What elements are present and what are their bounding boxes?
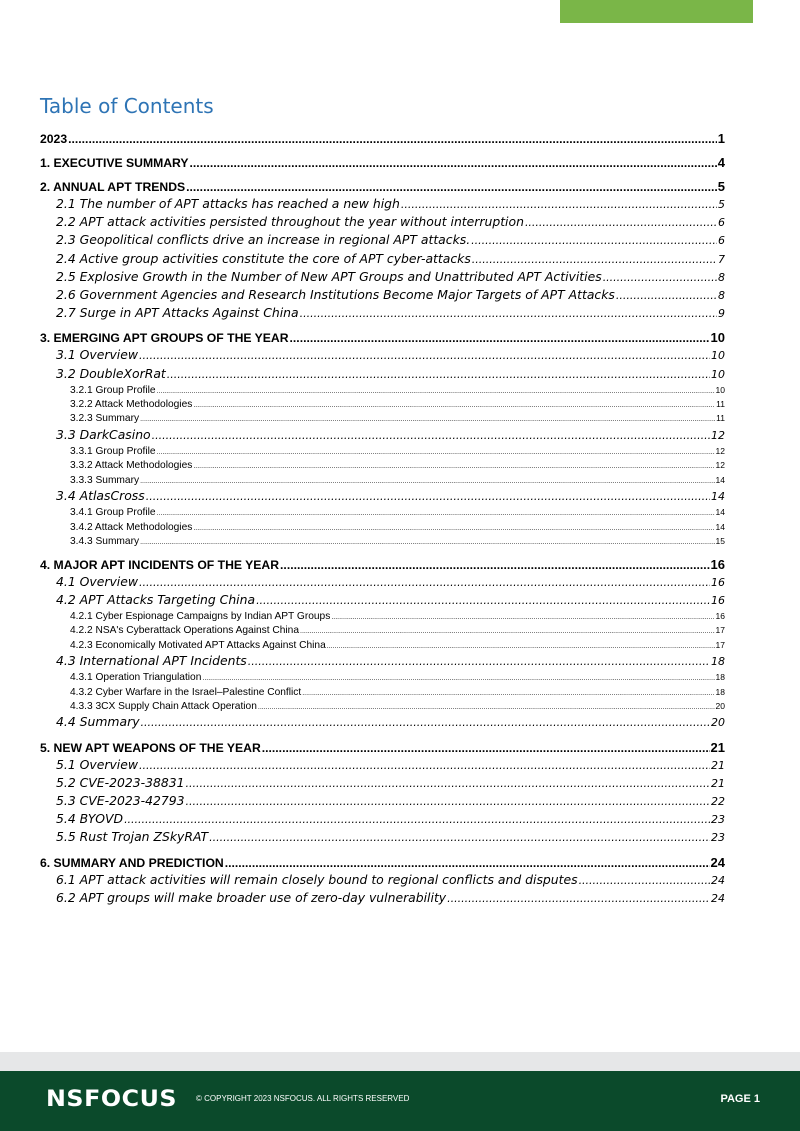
toc-entry-level-3[interactable] bbox=[40, 505, 725, 519]
toc-entry-page: 8 bbox=[718, 288, 725, 302]
toc-entry-page: 23 bbox=[711, 831, 725, 845]
toc-entry-title: 6.2 APT groups will make broader use of zero-day vulnerability bbox=[56, 889, 447, 905]
toc-entry-page: 10 bbox=[710, 330, 725, 346]
toc-entry-level-2[interactable] bbox=[40, 426, 725, 444]
toc-entry-title: 2.3 Geopolitical conflicts drive an increase in regional APT attacks. bbox=[56, 232, 471, 248]
toc-entry-level-3[interactable] bbox=[40, 699, 725, 713]
toc-entry-level-2[interactable] bbox=[40, 828, 725, 846]
toc-entry-page: 16 bbox=[710, 556, 725, 572]
toc-dot-leader bbox=[139, 574, 710, 591]
toc-dot-leader bbox=[525, 214, 717, 231]
toc-dot-leader bbox=[258, 700, 715, 713]
toc-entry-page: 8 bbox=[718, 270, 725, 284]
toc-entry-title: 3.3.2 Attack Methodologies bbox=[70, 460, 193, 472]
toc-dot-leader bbox=[209, 829, 710, 846]
toc-entry-page: 10 bbox=[711, 349, 725, 363]
toc-entry-title: 5.3 CVE-2023-42793 bbox=[56, 793, 185, 809]
toc-entry-title: 5.1 Overview bbox=[56, 756, 138, 772]
toc-entry-level-2[interactable] bbox=[40, 250, 725, 268]
toc-entry-page: 14 bbox=[715, 507, 725, 518]
toc-entry-title: 2.1 The number of APT attacks has reached a new high bbox=[56, 196, 400, 211]
footer-band bbox=[0, 1052, 800, 1071]
toc-entry-level-2[interactable] bbox=[40, 792, 725, 810]
toc-entry-title: 5. NEW APT WEAPONS OF THE YEAR bbox=[40, 740, 261, 755]
toc-entry-page: 21 bbox=[710, 739, 725, 755]
toc-entry-page: 12 bbox=[715, 446, 725, 457]
toc-entry-title: 3.4 AtlasCross bbox=[56, 488, 145, 504]
toc-entry-title: 3.1 Overview bbox=[56, 347, 138, 363]
toc-entry-level-2[interactable] bbox=[40, 652, 725, 670]
toc-entry-title: 5.5 Rust Trojan ZSkyRAT bbox=[56, 829, 209, 845]
toc-entry-title: 4.1 Overview bbox=[56, 573, 138, 589]
toc-entry-level-3[interactable] bbox=[40, 473, 725, 487]
toc-entry-page: 14 bbox=[715, 521, 725, 532]
toc-entry-level-3[interactable] bbox=[40, 638, 725, 652]
toc-dot-leader bbox=[579, 872, 710, 889]
toc-dot-leader bbox=[202, 671, 714, 684]
toc-entry-title: 3.3 DarkCasino bbox=[56, 426, 151, 442]
toc-title: Table of Contents bbox=[40, 94, 214, 118]
toc-entry-level-3[interactable] bbox=[40, 685, 725, 699]
toc-entry-page: 20 bbox=[715, 701, 725, 712]
toc-entry-title: 3.2.2 Attack Methodologies bbox=[70, 399, 193, 411]
toc-entry-title: 3.3.3 Summary bbox=[70, 474, 140, 486]
toc-entry-title: 6. SUMMARY AND PREDICTION bbox=[40, 855, 224, 870]
toc-entry-level-3[interactable] bbox=[40, 534, 725, 548]
toc-entry-page: 16 bbox=[715, 610, 725, 621]
toc-entry-page: 15 bbox=[715, 536, 725, 547]
toc-entry-title: 2023 bbox=[40, 132, 68, 146]
toc-entry-page: 5 bbox=[717, 179, 725, 194]
toc-dot-leader bbox=[186, 775, 711, 792]
toc-entry-title: 3.4.2 Attack Methodologies bbox=[70, 521, 193, 533]
toc-entry-level-3[interactable] bbox=[40, 609, 725, 623]
toc-dot-leader bbox=[186, 179, 717, 195]
toc-entry-level-2[interactable] bbox=[40, 487, 725, 505]
toc-entry-title: 4.2.3 Economically Motivated APT Attacks Against China bbox=[70, 639, 326, 651]
toc-entry-page: 17 bbox=[715, 625, 725, 636]
toc-dot-leader bbox=[472, 251, 717, 268]
toc-entry-title: 5.4 BYOVD bbox=[56, 811, 124, 827]
nsfocus-logo: NSFOCUS bbox=[46, 1087, 178, 1112]
toc-dot-leader bbox=[139, 757, 710, 774]
toc-entry-level-3[interactable] bbox=[40, 383, 725, 397]
toc-dot-leader bbox=[167, 366, 710, 383]
toc-entry-title: 4.2 APT Attacks Targeting China bbox=[56, 591, 256, 607]
toc-entry-title: 4.3.2 Cyber Warfare in the Israel–Palestine Conflict bbox=[70, 686, 302, 698]
toc-entry-title: 5.2 CVE-2023-38831 bbox=[56, 774, 185, 790]
toc-entry-title: 4. MAJOR APT INCIDENTS OF THE YEAR bbox=[40, 557, 280, 572]
toc-entry-level-2[interactable] bbox=[40, 810, 725, 828]
toc-entry-title: 4.2.1 Cyber Espionage Campaigns by Indian APT Groups bbox=[70, 610, 331, 622]
toc-dot-leader bbox=[331, 610, 714, 623]
toc-entry-title: 2.5 Explosive Growth in the Number of New APT Groups and Unattributed APT Activities bbox=[56, 268, 602, 284]
toc-dot-leader bbox=[141, 714, 710, 731]
toc-dot-leader bbox=[290, 330, 710, 346]
toc-dot-leader bbox=[471, 232, 717, 249]
toc-entry-page: 10 bbox=[711, 367, 725, 381]
toc-entry-title: 3.2.3 Summary bbox=[70, 413, 140, 425]
toc-dot-leader bbox=[68, 131, 717, 147]
toc-entry-title: 3.2.1 Group Profile bbox=[70, 384, 156, 396]
toc-dot-leader bbox=[124, 811, 710, 828]
toc-entry-level-3[interactable] bbox=[40, 623, 725, 637]
toc-entry-page: 18 bbox=[715, 686, 725, 697]
toc-entry-page: 16 bbox=[711, 593, 725, 607]
toc-entry-level-3[interactable] bbox=[40, 397, 725, 411]
toc-entry-title: 2.2 APT attack activities persisted throughout the year without interruption bbox=[56, 214, 524, 230]
copyright-text: © COPYRIGHT 2023 NSFOCUS. ALL RIGHTS RESERVED bbox=[196, 1094, 410, 1103]
toc-entry-title: 2.7 Surge in APT Attacks Against China bbox=[56, 305, 299, 321]
toc-entry-level-2[interactable] bbox=[40, 713, 725, 731]
toc-entry-title: 2. ANNUAL APT TRENDS bbox=[40, 180, 186, 194]
toc-entry-title: 4.3.1 Operation Triangulation bbox=[70, 672, 202, 684]
toc-entry-page: 7 bbox=[718, 252, 725, 266]
toc-entry-level-2[interactable] bbox=[40, 774, 725, 792]
toc-dot-leader bbox=[190, 155, 717, 171]
toc-dot-leader bbox=[256, 592, 710, 609]
toc-entry-page: 18 bbox=[711, 655, 725, 669]
toc-dot-leader bbox=[139, 347, 710, 364]
toc-dot-leader bbox=[140, 535, 714, 548]
toc-entry-level-1[interactable] bbox=[40, 854, 725, 871]
toc-entry-level-2[interactable] bbox=[40, 889, 725, 907]
toc-entry-level-2[interactable] bbox=[40, 365, 725, 383]
toc-entry-page: 5 bbox=[718, 198, 725, 211]
toc-entry-page: 1 bbox=[717, 131, 725, 146]
toc-entry-level-2[interactable] bbox=[40, 756, 725, 774]
toc-entry-page: 18 bbox=[715, 672, 725, 683]
toc-entry-level-1[interactable] bbox=[40, 329, 725, 346]
table-of-contents bbox=[40, 130, 725, 907]
toc-entry-title: 3.4.1 Group Profile bbox=[70, 507, 156, 519]
toc-dot-leader bbox=[401, 196, 717, 213]
toc-entry-level-2[interactable] bbox=[40, 268, 725, 286]
toc-entry-level-1[interactable] bbox=[40, 130, 725, 147]
toc-entry-page: 10 bbox=[715, 384, 725, 395]
toc-entry-level-1[interactable] bbox=[40, 556, 725, 573]
toc-entry-level-2[interactable] bbox=[40, 346, 725, 364]
toc-entry-level-2[interactable] bbox=[40, 286, 725, 304]
toc-dot-leader bbox=[280, 557, 709, 573]
toc-entry-level-1[interactable] bbox=[40, 178, 725, 195]
toc-entry-title: 4.3 International APT Incidents bbox=[56, 653, 247, 669]
toc-entry-title: 3.3.1 Group Profile bbox=[70, 446, 156, 458]
toc-entry-page: 22 bbox=[711, 795, 725, 809]
toc-dot-leader bbox=[152, 427, 710, 444]
toc-entry-page: 17 bbox=[715, 639, 725, 650]
toc-entry-title: 2.6 Government Agencies and Research Institutions Become Major Targets of APT Attacks bbox=[56, 286, 615, 302]
toc-entry-page: 14 bbox=[711, 490, 725, 504]
toc-entry-level-2[interactable] bbox=[40, 573, 725, 591]
toc-entry-page: 9 bbox=[718, 307, 725, 321]
toc-entry-level-2[interactable] bbox=[40, 195, 725, 213]
toc-entry-page: 11 bbox=[716, 399, 725, 410]
toc-entry-page: 12 bbox=[711, 428, 725, 442]
toc-dot-leader bbox=[193, 459, 714, 472]
toc-entry-title: 1. EXECUTIVE SUMMARY bbox=[40, 156, 189, 170]
toc-entry-level-3[interactable] bbox=[40, 444, 725, 458]
toc-entry-page: 21 bbox=[711, 776, 725, 790]
toc-dot-leader bbox=[447, 890, 710, 907]
toc-entry-level-2[interactable] bbox=[40, 871, 725, 889]
toc-entry-title: 3.4.3 Summary bbox=[70, 536, 140, 548]
toc-dot-leader bbox=[327, 639, 715, 652]
toc-entry-page: 21 bbox=[711, 758, 725, 772]
toc-entry-level-2[interactable] bbox=[40, 213, 725, 231]
toc-entry-title: 6.1 APT attack activities will remain closely bound to regional conflicts and disputes bbox=[56, 871, 578, 887]
toc-entry-title: 3. EMERGING APT GROUPS OF THE YEAR bbox=[40, 331, 289, 346]
toc-dot-leader bbox=[300, 624, 715, 637]
toc-dot-leader bbox=[616, 287, 717, 304]
toc-entry-title: 4.4 Summary bbox=[56, 714, 140, 730]
top-accent-bar bbox=[560, 0, 753, 23]
toc-dot-leader bbox=[302, 686, 714, 699]
toc-dot-leader bbox=[157, 445, 715, 458]
toc-dot-leader bbox=[300, 305, 717, 322]
toc-entry-page: 24 bbox=[710, 854, 725, 870]
toc-entry-page: 6 bbox=[718, 216, 725, 230]
toc-entry-page: 14 bbox=[715, 474, 725, 485]
toc-entry-level-3[interactable] bbox=[40, 458, 725, 472]
toc-dot-leader bbox=[225, 855, 710, 871]
toc-entry-page: 11 bbox=[716, 413, 725, 424]
toc-entry-level-2[interactable] bbox=[40, 304, 725, 322]
toc-dot-leader bbox=[193, 521, 714, 534]
toc-entry-level-2[interactable] bbox=[40, 591, 725, 609]
toc-entry-page: 24 bbox=[711, 873, 725, 887]
toc-entry-title: 4.3.3 3CX Supply Chain Attack Operation bbox=[70, 701, 257, 713]
toc-entry-title: 2.4 Active group activities constitute the core of APT cyber-attacks bbox=[56, 250, 471, 266]
toc-dot-leader bbox=[140, 412, 715, 425]
toc-dot-leader bbox=[140, 474, 714, 487]
toc-entry-page: 16 bbox=[711, 575, 725, 589]
toc-entry-level-2[interactable] bbox=[40, 231, 725, 249]
toc-entry-level-1[interactable] bbox=[40, 154, 725, 171]
toc-entry-page: 6 bbox=[718, 234, 725, 248]
toc-dot-leader bbox=[146, 488, 710, 505]
toc-entry-level-3[interactable] bbox=[40, 411, 725, 425]
toc-dot-leader bbox=[157, 384, 715, 397]
toc-entry-page: 23 bbox=[711, 813, 725, 827]
toc-dot-leader bbox=[248, 653, 710, 670]
toc-entry-level-3[interactable] bbox=[40, 520, 725, 534]
toc-entry-title: 4.2.2 NSA's Cyberattack Operations Against China bbox=[70, 625, 300, 637]
toc-entry-page: 4 bbox=[717, 155, 725, 170]
toc-dot-leader bbox=[193, 398, 715, 411]
toc-entry-page: 12 bbox=[715, 460, 725, 471]
page-number: PAGE 1 bbox=[720, 1093, 760, 1105]
toc-entry-page: 24 bbox=[711, 891, 725, 905]
toc-dot-leader bbox=[186, 793, 711, 810]
toc-entry-level-1[interactable] bbox=[40, 739, 725, 756]
toc-entry-page: 20 bbox=[711, 716, 725, 730]
toc-dot-leader bbox=[603, 269, 717, 286]
toc-dot-leader bbox=[262, 740, 710, 756]
toc-entry-level-3[interactable] bbox=[40, 670, 725, 684]
toc-entry-title: 3.2 DoubleXorRat bbox=[56, 365, 166, 381]
toc-dot-leader bbox=[157, 506, 715, 519]
